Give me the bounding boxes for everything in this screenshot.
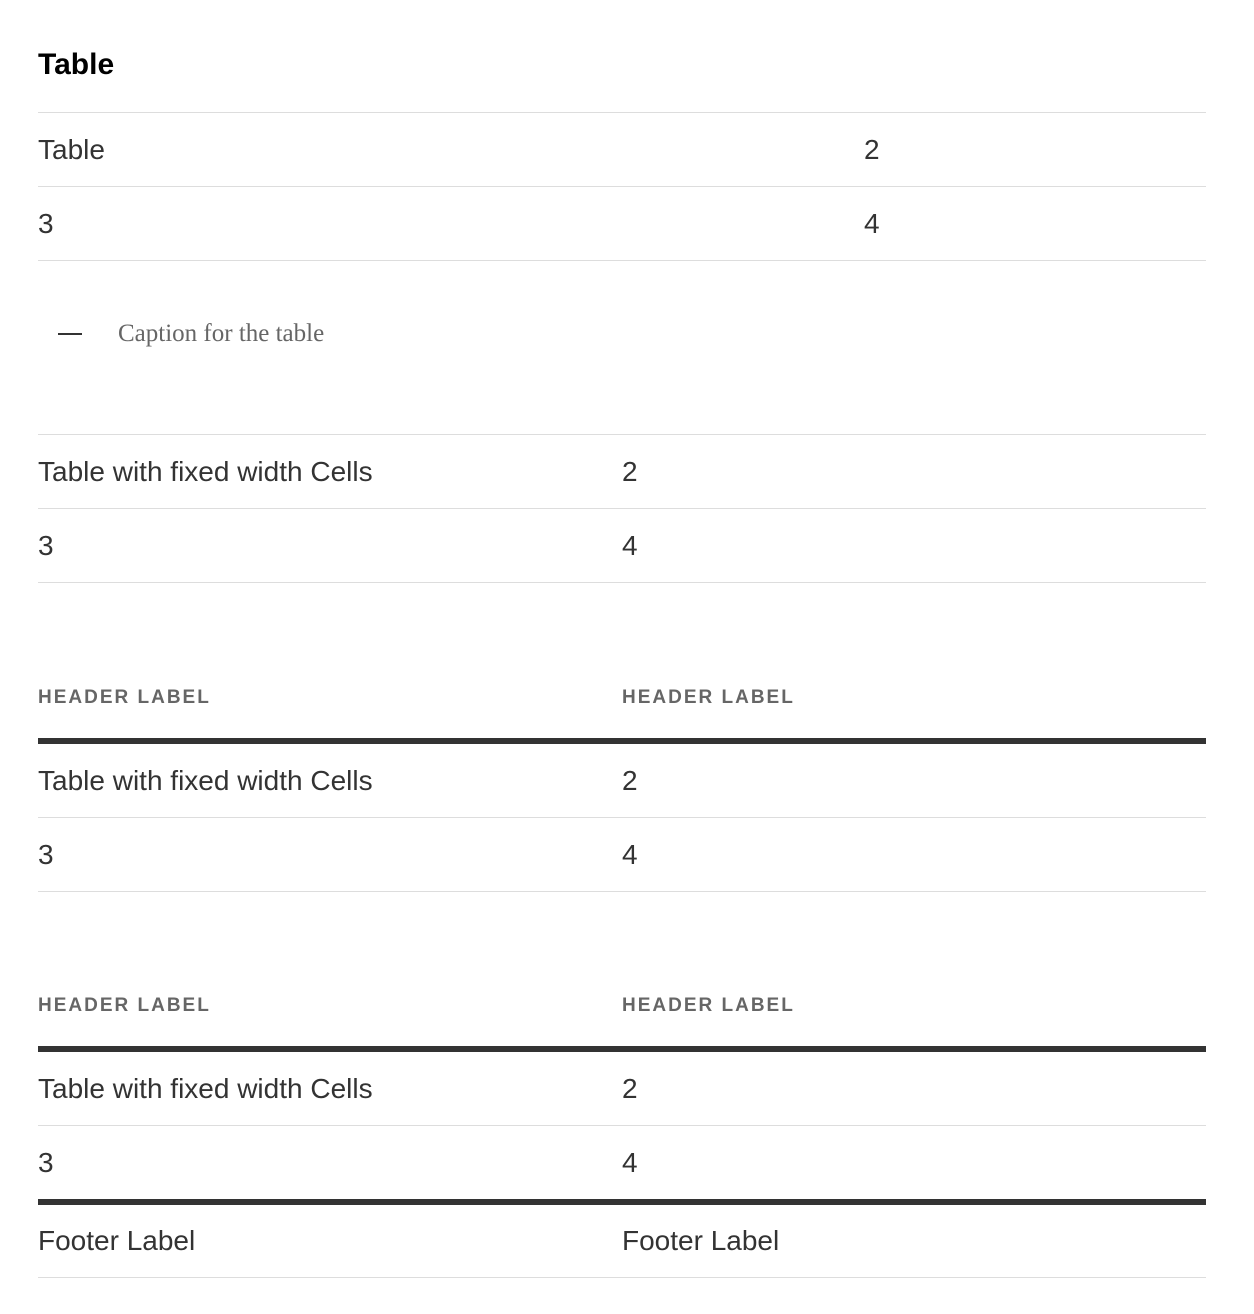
section-title: Table bbox=[38, 48, 115, 81]
header-label: HEADER LABEL bbox=[38, 970, 622, 1049]
table-cell: 3 bbox=[38, 509, 622, 583]
table-cell: Table bbox=[38, 113, 864, 187]
header-label: HEADER LABEL bbox=[622, 970, 1206, 1049]
basic-table bbox=[38, 112, 1206, 261]
caption-text: Caption for the table bbox=[118, 320, 325, 347]
table-caption bbox=[58, 318, 324, 350]
header-label: HEADER LABEL bbox=[38, 662, 622, 741]
caption-dash-icon bbox=[58, 333, 82, 335]
table-row bbox=[38, 818, 1206, 892]
header-footer-table bbox=[38, 970, 1206, 1278]
header-table bbox=[38, 662, 1206, 892]
table-cell: Table with fixed width Cells bbox=[38, 435, 622, 509]
table-cell: Table with fixed width Cells bbox=[38, 1049, 622, 1126]
table-cell: 2 bbox=[622, 741, 1206, 818]
table-header-row bbox=[38, 970, 1206, 1049]
table-cell: 3 bbox=[38, 187, 864, 261]
table-row bbox=[38, 435, 1206, 509]
table-cell: 2 bbox=[622, 1049, 1206, 1126]
table-cell: 4 bbox=[622, 509, 1206, 583]
table-cell: Table with fixed width Cells bbox=[38, 741, 622, 818]
fixed-width-table bbox=[38, 434, 1206, 583]
table-cell: 3 bbox=[38, 1126, 622, 1203]
table-row bbox=[38, 1049, 1206, 1126]
footer-label: Footer Label bbox=[622, 1202, 1206, 1278]
table-row bbox=[38, 187, 1206, 261]
table-header-row bbox=[38, 662, 1206, 741]
footer-label: Footer Label bbox=[38, 1202, 622, 1278]
table-row bbox=[38, 113, 1206, 187]
table-footer-row bbox=[38, 1202, 1206, 1278]
table-row bbox=[38, 509, 1206, 583]
table-row bbox=[38, 741, 1206, 818]
header-label: HEADER LABEL bbox=[622, 662, 1206, 741]
table-cell: 2 bbox=[864, 113, 1206, 187]
table-cell: 4 bbox=[622, 1126, 1206, 1203]
table-cell: 3 bbox=[38, 818, 622, 892]
table-row bbox=[38, 1126, 1206, 1203]
table-cell: 4 bbox=[622, 818, 1206, 892]
table-cell: 2 bbox=[622, 435, 1206, 509]
table-cell: 4 bbox=[864, 187, 1206, 261]
